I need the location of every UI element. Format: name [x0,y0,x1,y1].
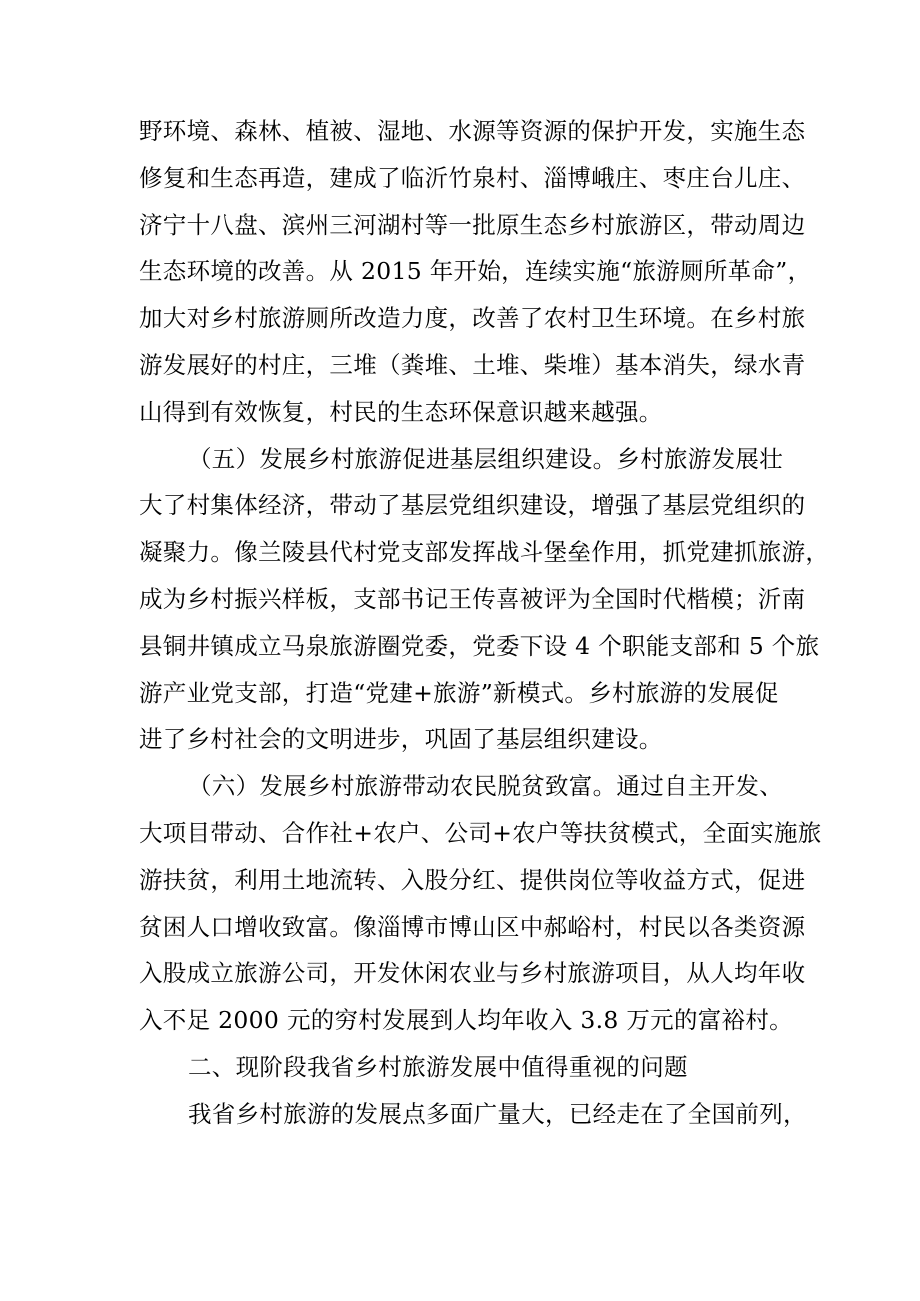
text-line: （六）发展乡村旅游带动农民脱贫致富。通过自主开发、 [188,772,783,801]
text-line: 野环境、森林、植被、湿地、水源等资源的保护开发，实施生态 [139,117,806,145]
body-text [139,108,830,1138]
text-line: 入股成立旅游公司，开发休闲农业与乡村旅游项目，从人均年收 [139,959,806,988]
text-line: 游产业党支部，打造“党建+旅游”新模式。乡村旅游的发展促 [139,678,779,707]
text-line: 凝聚力。像兰陵县代村党支部发挥战斗堡垒作用，抓党建抓旅游， [139,538,830,567]
text-line: 修复和生态再造，建成了临沂竹泉村、淄博峨庄、枣庄台儿庄、 [139,163,806,192]
text-line: 加大对乡村旅游厕所改造力度，改善了农村卫生环境。在乡村旅 [139,304,806,333]
text-line: （五）发展乡村旅游促进基层组织建设。乡村旅游发展壮 [188,444,783,473]
text-line: 游发展好的村庄，三堆（粪堆、土堆、柴堆）基本消失，绿水青 [139,350,806,379]
text-line: 大项目带动、合作社+农户、公司+农户等扶贫模式，全面实施旅 [139,818,822,847]
text-line: 进了乡村社会的文明进步，巩固了基层组织建设。 [139,725,663,754]
text-line: 入不足 2000 元的穷村发展到人均年收入 3.8 万元的富裕村。 [139,1006,793,1035]
text-line: 贫困人口增收致富。像淄博市博山区中郝峪村，村民以各类资源 [139,912,806,941]
text-line: 二、现阶段我省乡村旅游发展中值得重视的问题 [188,1052,688,1081]
text-line: 生态环境的改善。从 2015 年开始，连续实施“旅游厕所革命”， [139,257,812,286]
text-line: 县铜井镇成立马泉旅游圈党委，党委下设 4 个职能支部和 5 个旅 [139,631,820,660]
text-line: 游扶贫，利用土地流转、入股分红、提供岗位等收益方式，促进 [139,865,806,894]
text-line: 我省乡村旅游的发展点多面广量大，已经走在了全国前列， [188,1099,807,1128]
text-line: 成为乡村振兴样板，支部书记王传喜被评为全国时代楷模；沂南 [139,584,806,613]
text-line: 济宁十八盘、滨州三河湖村等一批原生态乡村旅游区，带动周边 [139,210,806,239]
text-line: 山得到有效恢复，村民的生态环保意识越来越强。 [139,397,663,426]
text-line: 大了村集体经济，带动了基层党组织建设，增强了基层党组织的 [139,491,806,520]
